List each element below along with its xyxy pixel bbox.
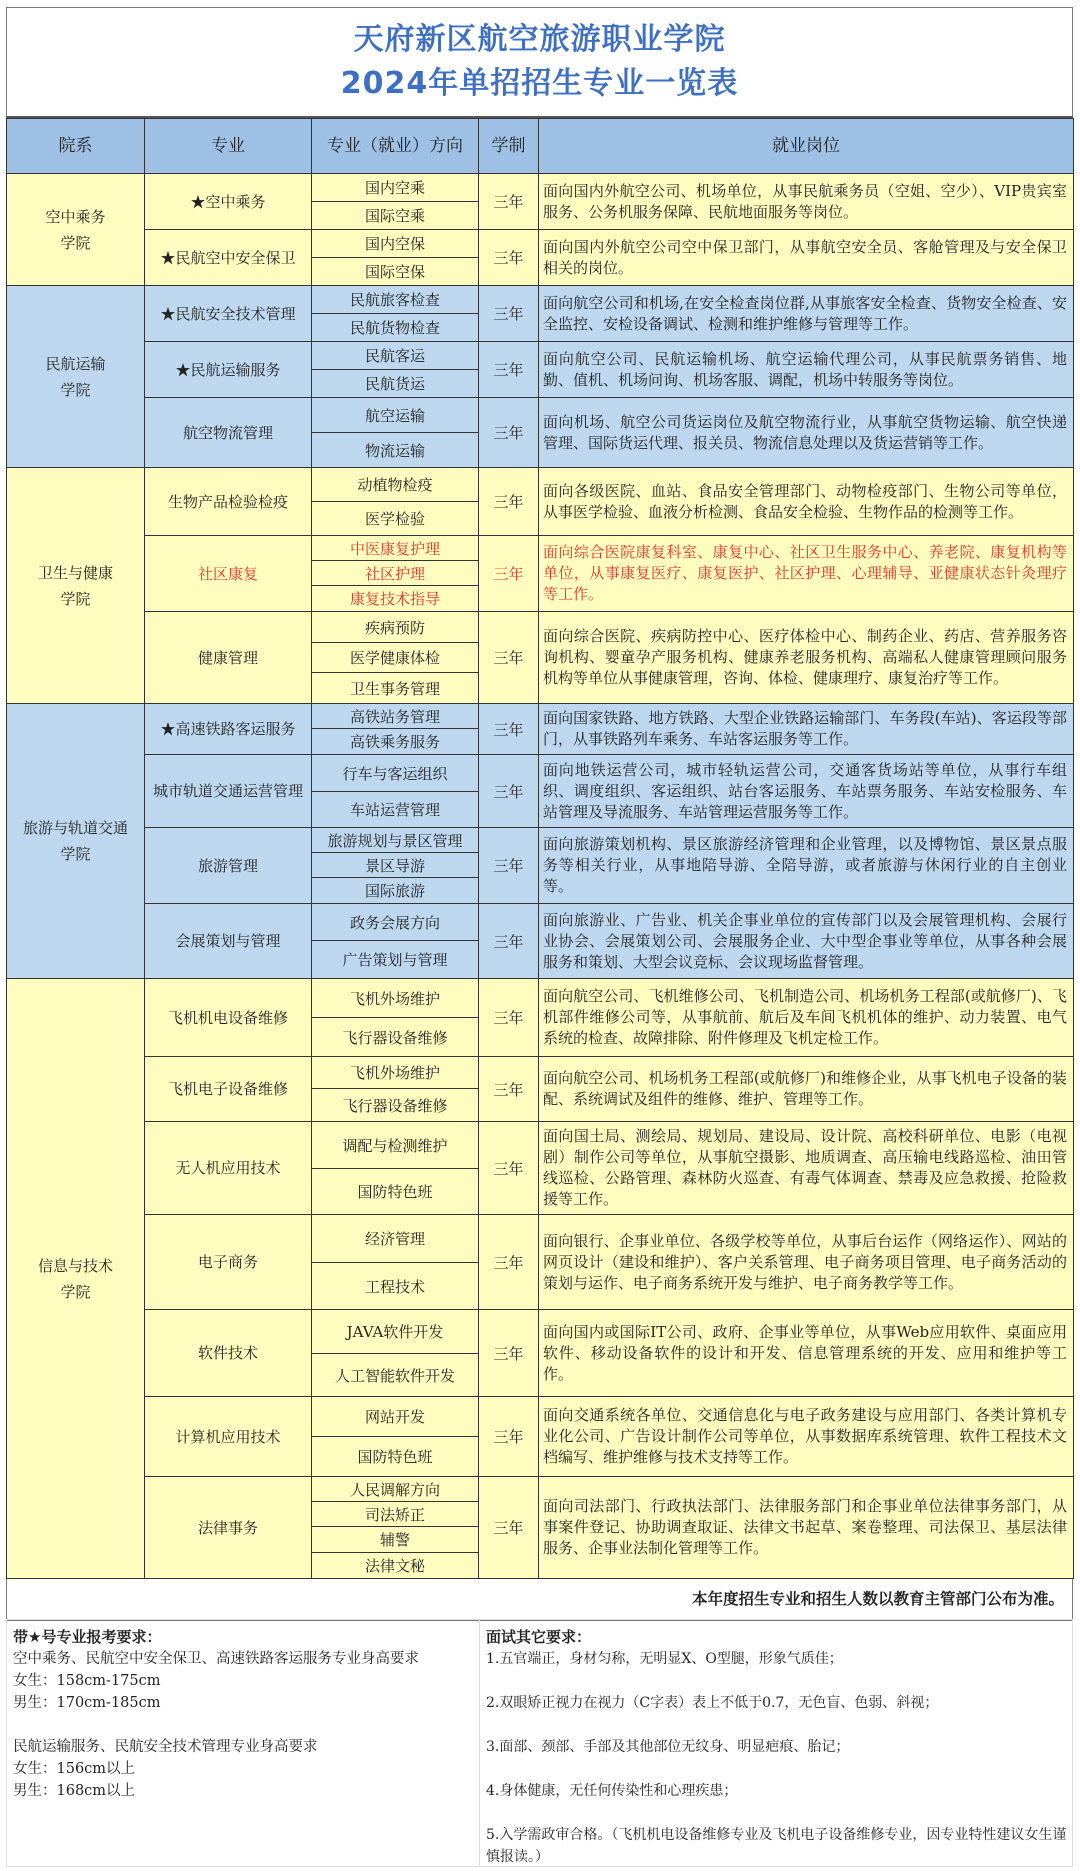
study-years: 三年 (479, 174, 539, 230)
major-direction: 经济管理 (312, 1215, 479, 1263)
job-positions: 面向各级医院、血站、食品安全管理部门、动物检疫部门、生物公司等单位，从事医学检验、血液分析检测、食品安全检验、生物作品的检测等工作。 (539, 468, 1074, 536)
study-years: 三年 (479, 1477, 539, 1579)
table-row (7, 704, 1074, 729)
interview-req-item: 1.五官端正，身材匀称，无明显X、O型腿，形象气质佳； (486, 1651, 843, 1667)
job-positions: 面向交通系统各单位、交通信息化与电子政务建设与应用部门、各类计算机专业化公司、广告设计制作公司等单位，从事数据库系统管理、软件工程技术文档编写、维护维修与技术支持等工作。 (539, 1397, 1074, 1477)
job-positions: 面向旅游策划机构、景区旅游经济管理和企业管理，以及博物馆、景区景点服务等相关行业，从事地陪导游、全陪导游，或者旅游与休闲行业的自主创业等。 (539, 828, 1074, 904)
major-direction: 飞机外场维护 (312, 979, 479, 1018)
job-positions: 面向地铁运营公司，城市轻轨运营公司，交通客货场站等单位，从事行车组织、调度组织、客运组织、站台客运服务、车站票务服务、车站安检服务、车站管理及导流服务、车站管理运营服务等工作。 (539, 755, 1074, 828)
major-direction: 动植物检疫 (312, 468, 479, 502)
major-name: 城市轨道交通运营管理 (145, 755, 312, 828)
college-name-line1: 信息与技术 (37, 1256, 113, 1275)
study-years: 三年 (479, 1310, 539, 1397)
major-name: 飞机电子设备维修 (145, 1057, 312, 1122)
major-direction: 高铁乘务服务 (312, 729, 479, 755)
major-name: ★高速铁路客运服务 (145, 704, 312, 755)
major-direction: 民航客运 (312, 342, 479, 370)
study-years: 三年 (479, 1397, 539, 1477)
height-req-group1-title: 空中乘务、民航空中安全保卫、高速铁路客运服务专业身高要求 (13, 1651, 419, 1667)
major-name: 健康管理 (145, 612, 312, 704)
major-direction: 医学健康体检 (312, 643, 479, 673)
table-row (7, 1057, 1074, 1089)
major-direction: 社区护理 (312, 561, 479, 586)
major-direction: 航空运输 (312, 398, 479, 433)
college-name-line2: 学院 (60, 845, 91, 863)
major-direction: 调配与检测维护 (312, 1122, 479, 1169)
job-positions: 面向航空公司、民航运输机场、航空运输代理公司，从事民航票务销售、地勤、值机、机场问询、机场客服、调配，机场中转服务等岗位。 (539, 342, 1074, 398)
major-direction: 飞机外场维护 (312, 1057, 479, 1089)
major-direction: JAVA软件开发 (312, 1310, 479, 1354)
major-direction: 人民调解方向 (312, 1477, 479, 1502)
major-name: 无人机应用技术 (145, 1122, 312, 1215)
table-row (7, 612, 1074, 643)
study-years: 三年 (479, 755, 539, 828)
major-name: 电子商务 (145, 1215, 312, 1310)
enrollment-sheet (6, 7, 1073, 1621)
job-positions: 面向综合医院康复科室、康复中心、社区卫生服务中心、养老院、康复机构等单位，从事康复医疗、康复医护、社区护理、心理辅导、亚健康状态针灸理疗等工作。 (539, 536, 1074, 612)
major-direction: 医学检验 (312, 502, 479, 536)
study-years: 三年 (479, 904, 539, 979)
major-name: 法律事务 (145, 1477, 312, 1579)
major-direction: 辅警 (312, 1527, 479, 1553)
college-name-line2: 学院 (60, 589, 91, 608)
major-direction: 民航货物检查 (312, 314, 479, 342)
college-name (7, 174, 145, 286)
major-direction: 飞行器设备维修 (312, 1018, 479, 1057)
table-row (7, 828, 1074, 853)
study-years: 三年 (479, 612, 539, 704)
table-row (7, 286, 1074, 314)
college-name-line1: 民航运输 (45, 354, 106, 373)
major-direction: 民航旅客检查 (312, 286, 479, 314)
requirements-panel (6, 1619, 1073, 1867)
header-years: 学制 (479, 119, 539, 174)
school-name-title: 天府新区航空旅游职业学院 (353, 22, 726, 57)
major-direction: 法律文秘 (312, 1553, 479, 1579)
star-requirements-heading: 带★号专业报考要求： (13, 1628, 162, 1646)
table-row (7, 1477, 1074, 1502)
job-positions: 面向机场、航空公司货运岗位及航空物流行业，从事航空货物运输、航空快递管理、国际货运代理、报关员、物流信息处理以及货运营销等工作。 (539, 398, 1074, 468)
study-years: 三年 (479, 828, 539, 904)
major-name: ★民航安全技术管理 (145, 286, 312, 342)
college-name (7, 286, 145, 468)
major-name: ★民航运输服务 (145, 342, 312, 398)
title-block (6, 7, 1073, 118)
major-direction: 疾病预防 (312, 612, 479, 643)
major-name: ★民航空中安全保卫 (145, 230, 312, 286)
major-name: 飞机机电设备维修 (145, 979, 312, 1057)
major-direction: 民航货运 (312, 370, 479, 398)
study-years: 三年 (479, 1057, 539, 1122)
major-direction: 高铁站务管理 (312, 704, 479, 729)
table-row (7, 230, 1074, 258)
major-direction: 人工智能软件开发 (312, 1354, 479, 1397)
major-name: 计算机应用技术 (145, 1397, 312, 1477)
job-positions: 面向国内或国际IT公司、政府、企事业等单位，从事Web应用软件、桌面应用软件、移动设备软件的设计和开发、信息管理系统的开发、应用和维护等工作。 (539, 1310, 1074, 1397)
table-row (7, 536, 1074, 561)
interview-req-item: 3.面部、颈部、手部及其他部位无纹身、明显疤痕、胎记； (486, 1739, 850, 1755)
job-positions: 面向航空公司、机场机务工程部(或航修厂)和维修企业，从事飞机电子设备的装配、系统调试及组件的维修、维护、管理等工作。 (539, 1057, 1074, 1122)
study-years: 三年 (479, 286, 539, 342)
table-row (7, 468, 1074, 502)
job-positions: 面向司法部门、行政执法部门、法律服务部门和企事业单位法律事务部门，从事案件登记、协助调查取证、法律文书起草、案卷整理、司法保卫、基层法律服务、企事业法制化管理等工作。 (539, 1477, 1074, 1579)
header-college: 院系 (7, 119, 145, 174)
major-name: 社区康复 (145, 536, 312, 612)
table-body (7, 174, 1074, 1579)
major-direction: 国际空乘 (312, 202, 479, 230)
major-name: 航空物流管理 (145, 398, 312, 468)
interview-req-item: 5.入学需政审合格。（飞机机电设备维修专业及飞机电子设备维修专业，因专业特性建议女生谨慎报读。） (486, 1827, 1067, 1865)
study-years: 三年 (479, 468, 539, 536)
height-req-group2-title: 民航运输服务、民航安全技术管理专业身高要求 (13, 1739, 318, 1755)
study-years: 三年 (479, 1122, 539, 1215)
major-name: 生物产品检验检疫 (145, 468, 312, 536)
major-name: 会展策划与管理 (145, 904, 312, 979)
header-direction: 专业（就业）方向 (312, 119, 479, 174)
table-row (7, 1310, 1074, 1354)
header-major: 专业 (145, 119, 312, 174)
job-positions: 面向国家铁路、地方铁路、大型企业铁路运输部门、车务段(车站)、客运段等部门，从事铁路列车乘务、车站客运服务等工作。 (539, 704, 1074, 755)
major-direction: 飞行器设备维修 (312, 1089, 479, 1122)
major-direction: 政务会展方向 (312, 904, 479, 941)
major-direction: 康复技术指导 (312, 586, 479, 612)
major-direction: 物流运输 (312, 433, 479, 468)
major-direction: 国际旅游 (312, 878, 479, 904)
table-row (7, 1397, 1074, 1437)
interview-req-item: 2.双眼矫正视力在视力（C字表）表上不低于0.7，无色盲、色弱、斜视； (486, 1695, 939, 1711)
footnote: 本年度招生专业和招生人数以教育主管部门公布为准。 (6, 1579, 1073, 1621)
college-name-line2: 学院 (60, 233, 91, 252)
major-direction: 国内空乘 (312, 174, 479, 202)
major-name: 软件技术 (145, 1310, 312, 1397)
job-positions: 面向综合医院、疾病防控中心、医疗体检中心、制药企业、药店、营养服务咨询机构、婴童孕产服务机构、健康养老服务机构、高端私人健康管理顾问服务机构等单位从事健康管理，咨询、体检、健康理疗、康复治疗等工作。 (539, 612, 1074, 704)
height-req-group2-female: 女生：156cm以上 (13, 1761, 136, 1777)
college-name (7, 704, 145, 979)
major-direction: 国防特色班 (312, 1169, 479, 1215)
table-row (7, 398, 1074, 433)
study-years: 三年 (479, 704, 539, 755)
table-row (7, 1215, 1074, 1263)
job-positions: 面向国土局、测绘局、规划局、建设局、设计院、高校科研单位、电影（电视剧）制作公司等单位，从事航空摄影、地质调查、高压输电线路巡检、油田管线巡检、公路管理、森林防火巡查、有毒气体调查、禁毒及应急救援、抢险救援等工作。 (539, 1122, 1074, 1215)
college-name-line2: 学院 (60, 1282, 91, 1301)
height-req-group2-male: 男生：168cm以上 (13, 1783, 136, 1799)
study-years: 三年 (479, 1215, 539, 1310)
job-positions: 面向旅游业、广告业、机关企事业单位的宣传部门以及会展管理机构、会展行业协会、会展策划公司、会展服务企业、大中型企事业等单位，从事各种会展服务和策划、大型会议竞标、会议现场监督管理。 (539, 904, 1074, 979)
major-direction: 网站开发 (312, 1397, 479, 1437)
major-name: ★空中乘务 (145, 174, 312, 230)
college-name (7, 468, 145, 704)
major-direction: 国防特色班 (312, 1437, 479, 1477)
job-positions: 面向银行、企事业单位、各级学校等单位，从事后台运作（网络运作）、网站的网页设计（建设和维护）、客户关系管理、电子商务项目管理、电子商务活动的策划与运作、电子商务系统开发与维护、电子商务教学等工作。 (539, 1215, 1074, 1310)
majors-table (6, 118, 1074, 1579)
study-years: 三年 (479, 342, 539, 398)
height-req-group1-female: 女生：158cm-175cm (13, 1673, 161, 1689)
job-positions: 面向航空公司、飞机维修公司、飞机制造公司、机场机务工程部(或航修厂)、飞机部件维修公司等，从事航前、航后及车间飞机机体的维护、动力装置、电气系统的检查、故障排除、附件修理及飞机定检工作。 (539, 979, 1074, 1057)
job-positions: 面向国内外航空公司空中保卫部门，从事航空安全员、客舱管理及与安全保卫相关的岗位。 (539, 230, 1074, 286)
major-name: 旅游管理 (145, 828, 312, 904)
header-jobs: 就业岗位 (539, 119, 1074, 174)
table-row (7, 904, 1074, 941)
major-direction: 景区导游 (312, 853, 479, 878)
study-years: 三年 (479, 398, 539, 468)
table-row (7, 755, 1074, 792)
height-req-group1-male: 男生：170cm-185cm (13, 1695, 161, 1711)
study-years: 三年 (479, 536, 539, 612)
major-direction: 车站运营管理 (312, 792, 479, 828)
star-requirements (7, 1620, 479, 1866)
college-name (7, 979, 145, 1579)
major-direction: 广告策划与管理 (312, 941, 479, 979)
table-title: 2024年单招招生专业一览表 (340, 66, 739, 101)
major-direction: 行车与客运组织 (312, 755, 479, 792)
college-name-line1: 卫生与健康 (37, 563, 113, 582)
job-positions: 面向国内外航空公司、机场单位，从事民航乘务员（空姐、空少）、VIP贵宾室服务、公务机服务保障、民航地面服务等岗位。 (539, 174, 1074, 230)
major-direction: 卫生事务管理 (312, 673, 479, 704)
job-positions: 面向航空公司和机场,在安全检查岗位群,从事旅客安全检查、货物安全检查、安全监控、安检设备调试、检测和维护维修与管理等工作。 (539, 286, 1074, 342)
college-name-line1: 空中乘务 (45, 207, 106, 226)
interview-req-item: 4.身体健康，无任何传染性和心理疾患； (486, 1783, 738, 1799)
major-direction: 旅游规划与景区管理 (312, 828, 479, 853)
college-name-line2: 学院 (60, 380, 91, 399)
table-row (7, 174, 1074, 202)
study-years: 三年 (479, 230, 539, 286)
major-direction: 中医康复护理 (312, 536, 479, 561)
major-direction: 司法矫正 (312, 1502, 479, 1527)
table-row (7, 979, 1074, 1018)
major-direction: 国际空保 (312, 258, 479, 286)
college-name-line1: 旅游与轨道交通 (22, 819, 128, 837)
interview-requirements-heading: 面试其它要求： (486, 1628, 592, 1646)
major-direction: 国内空保 (312, 230, 479, 258)
major-direction: 工程技术 (312, 1263, 479, 1310)
interview-requirements (479, 1620, 1072, 1866)
table-row (7, 1122, 1074, 1169)
study-years: 三年 (479, 979, 539, 1057)
table-row (7, 342, 1074, 370)
table-header-row (7, 119, 1074, 174)
